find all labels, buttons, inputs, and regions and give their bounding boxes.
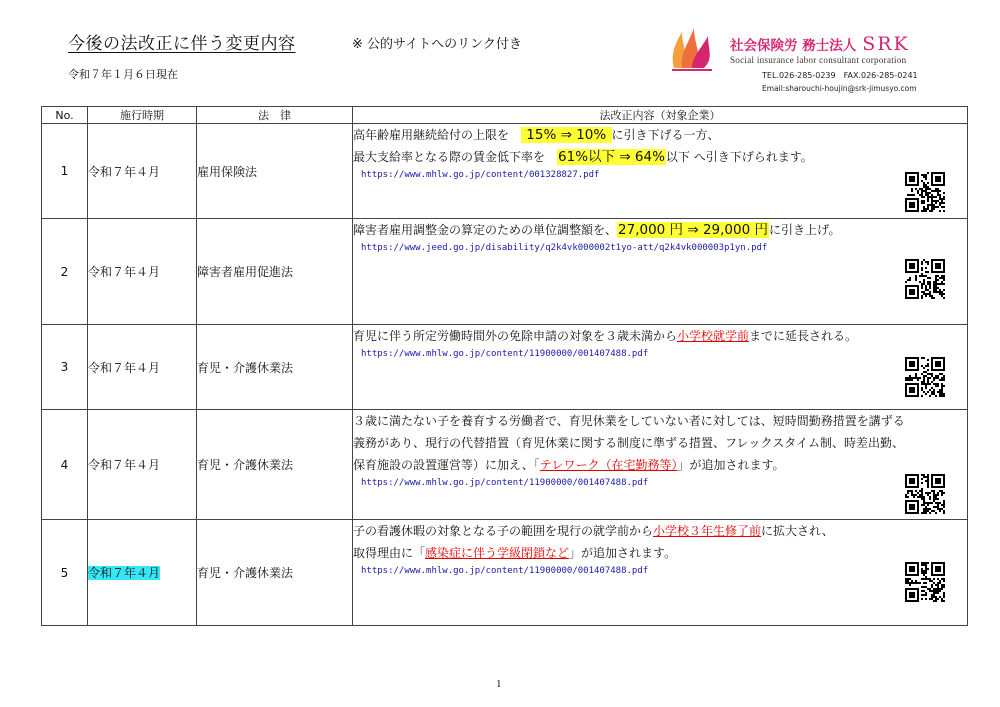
highlight-text: 27,000 円 ⇒ 29,000 円: [618, 222, 768, 238]
org-name: [730, 33, 910, 55]
row-content: [353, 520, 968, 626]
row-no: 3: [42, 325, 88, 410]
source-link[interactable]: https://www.mhlw.go.jp/content/11900000/001407488.pdf: [361, 349, 649, 359]
content-line: [353, 454, 967, 476]
content-text: に引き上げ。: [768, 223, 841, 237]
content-text: 以下 へ引き下げられます。: [665, 150, 813, 164]
row-period: 令和７年４月: [88, 124, 197, 219]
table-row: [42, 219, 968, 325]
content-text: 」が追加されます。: [677, 458, 785, 472]
table-row: [42, 410, 968, 520]
row-no: 5: [42, 520, 88, 626]
org-english-name: Social insurance labor consultant corporation: [730, 55, 907, 65]
emphasis-text: 小学校３年生修了前: [653, 524, 762, 538]
content-text: 育児に伴う所定労働時間外の免除申請の対象を３歳未満から: [353, 329, 678, 343]
row-period: 令和７年４月: [88, 410, 197, 520]
table-header-row: [42, 107, 968, 124]
content-line: [353, 520, 967, 542]
row-period: [88, 520, 197, 626]
org-name-jp: 社会保険労 務士法人: [730, 38, 857, 54]
org-email: Email:sharouchi-houjin@srk-jimusyo.com: [762, 84, 917, 93]
content-text: 保育施設の設置運営等）に加え、「: [353, 458, 540, 472]
content-text: までに延長される。: [749, 329, 858, 343]
source-link[interactable]: https://www.mhlw.go.jp/content/001328827.pdf: [361, 170, 600, 180]
row-law: 育児・介護休業法: [197, 325, 353, 410]
row-law: 障害者雇用促進法: [197, 219, 353, 325]
as-of-date: 令和７年１月６日現在: [68, 68, 178, 81]
table-row: [42, 325, 968, 410]
row-no: 2: [42, 219, 88, 325]
row-no: 4: [42, 410, 88, 520]
header-content: 法改正内容（対象企業）: [353, 107, 968, 124]
content-line: [353, 325, 967, 347]
link-note: ※ 公的サイトへのリンク付き: [352, 37, 522, 52]
qr-code-icon[interactable]: [905, 172, 945, 212]
content-text: 最大支給率となる際の賃金低下率を: [353, 150, 558, 164]
table-row: [42, 520, 968, 626]
org-tel-fax: TEL.026-285-0239 FAX.026-285-0241: [762, 71, 918, 80]
row-period: 令和７年４月: [88, 219, 197, 325]
highlight-text: 15% ⇒ 10%: [522, 127, 611, 143]
emphasis-text: 感染症に伴う学級閉鎖など: [425, 546, 570, 560]
content-line: [353, 542, 967, 564]
row-content: [353, 219, 968, 325]
org-abbr: SRK: [862, 33, 910, 55]
qr-code-icon[interactable]: [905, 259, 945, 299]
row-content: [353, 325, 968, 410]
qr-code-icon[interactable]: [905, 562, 945, 602]
highlight-text: 61%以下 ⇒ 64%: [558, 149, 665, 165]
content-line: 義務があり、現行の代替措置（育児休業に関する制度に準ずる措置、フレックスタイム制、時差出勤、: [353, 436, 905, 450]
header-law: 法 律: [197, 107, 353, 124]
row-content: [353, 410, 968, 520]
content-text: 障害者雇用調整金の算定のための単位調整額を、: [353, 223, 618, 237]
table-row: [42, 124, 968, 219]
content-line: ３歳に満たない子を養育する労働者で、育児休業をしていない者に対しては、短時間勤務措置を講ずる: [353, 414, 905, 428]
header-no: No.: [42, 107, 88, 124]
page-title: 今後の法改正に伴う変更内容: [68, 34, 296, 54]
row-period: 令和７年４月: [88, 325, 197, 410]
header-period: 施行時期: [88, 107, 197, 124]
row-content: [353, 124, 968, 219]
emphasis-text: 小学校就学前: [677, 329, 750, 343]
content-line: [353, 219, 967, 241]
content-text: 高年齢雇用継続給付の上限を: [353, 128, 522, 142]
qr-code-icon[interactable]: [905, 357, 945, 397]
highlighted-period: 令和７年４月: [88, 566, 161, 580]
emphasis-text: テレワーク（在宅勤務等）: [539, 458, 678, 472]
content-text: 取得理由に「: [353, 546, 426, 560]
content-text: 子の看護休暇の対象となる子の範囲を現行の就学前から: [353, 524, 654, 538]
content-line: [353, 146, 967, 168]
qr-code-icon[interactable]: [905, 474, 945, 514]
content-text: に拡大され、: [761, 524, 834, 538]
row-law: 育児・介護休業法: [197, 520, 353, 626]
source-link[interactable]: https://www.mhlw.go.jp/content/11900000/001407488.pdf: [361, 566, 649, 576]
srk-flame-logo: [668, 24, 716, 72]
content-text: 」が追加されます。: [569, 546, 677, 560]
law-change-table: [41, 106, 968, 626]
row-law: 育児・介護休業法: [197, 410, 353, 520]
row-no: 1: [42, 124, 88, 219]
source-link[interactable]: https://www.mhlw.go.jp/content/11900000/001407488.pdf: [361, 478, 649, 488]
row-law: 雇用保険法: [197, 124, 353, 219]
page-number: 1: [496, 678, 502, 690]
content-text: に引き下げる一方、: [611, 128, 720, 142]
content-line: [353, 124, 967, 146]
source-link[interactable]: https://www.jeed.go.jp/disability/q2k4vk000002t1yo-att/q2k4vk000003p1yn.pdf: [361, 243, 768, 253]
